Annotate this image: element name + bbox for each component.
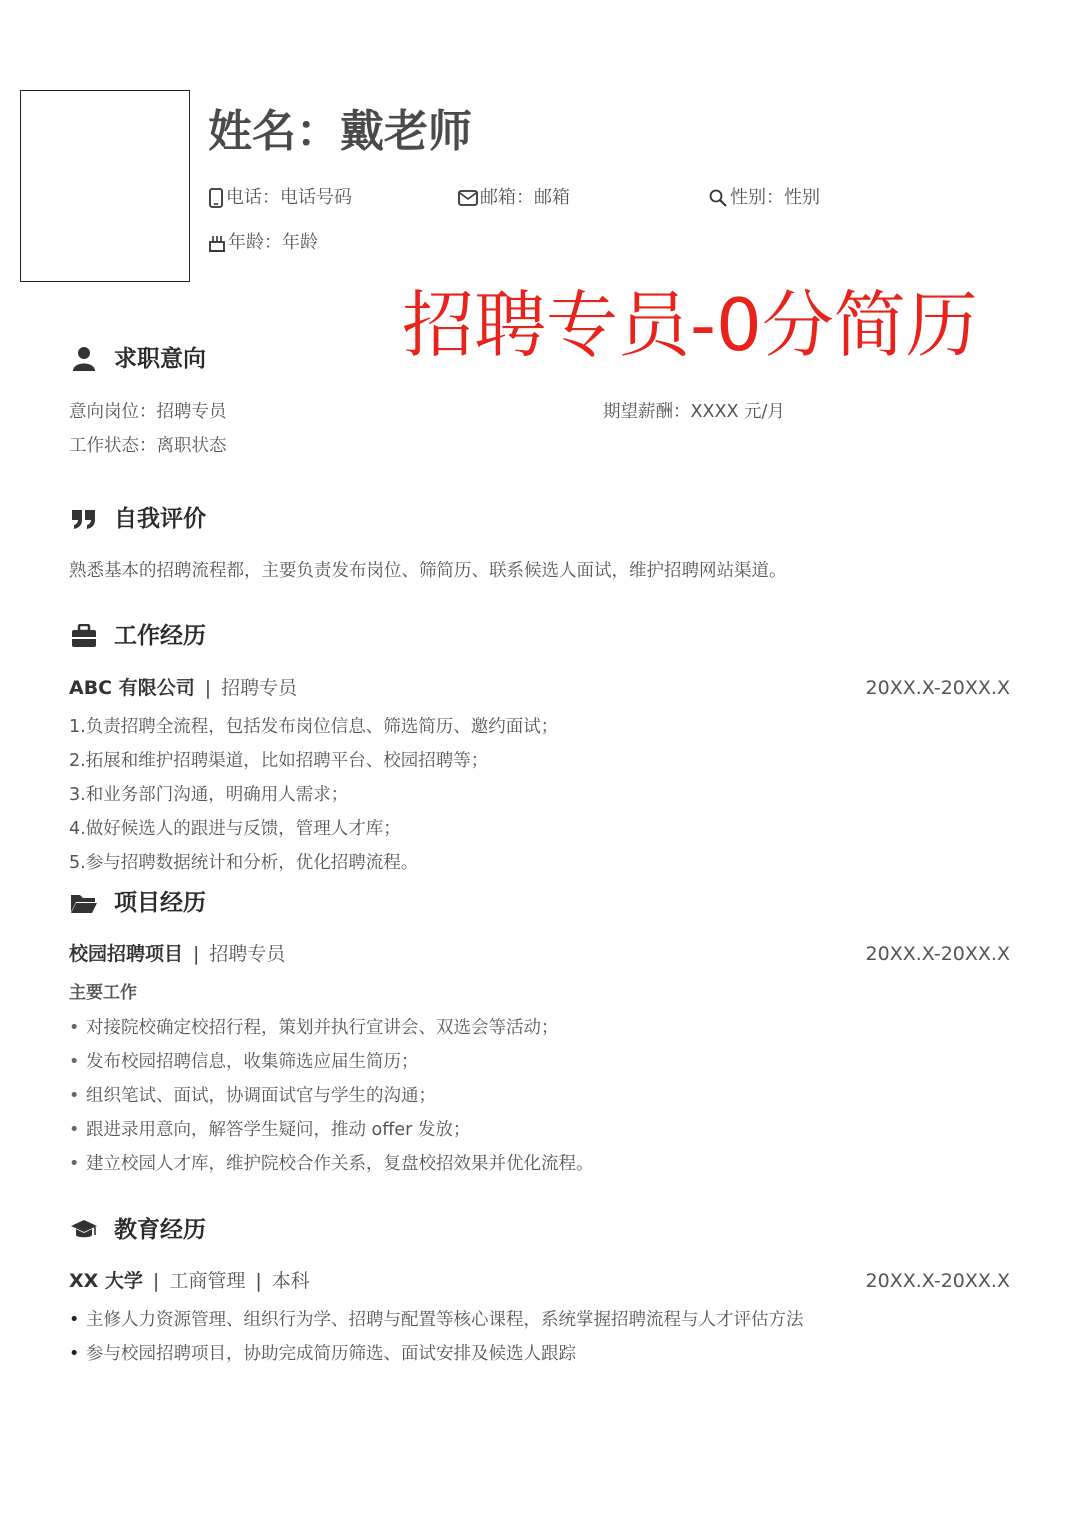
user-icon <box>70 345 98 373</box>
graduation-cap-icon <box>70 1216 98 1244</box>
quote-icon <box>70 505 98 533</box>
objective-position: 意向岗位：招聘专员 <box>69 402 227 422</box>
folder-icon <box>70 889 98 917</box>
phone-text: 电话：电话号码 <box>226 187 352 208</box>
work-entry-header: ABC 有限公司 | 招聘专员 <box>69 677 298 699</box>
cake-icon <box>208 233 226 253</box>
list-item: 3.和业务部门沟通，明确用人需求； <box>69 785 349 805</box>
section-project <box>70 887 206 919</box>
section-title: 自我评价 <box>114 506 206 532</box>
list-item: 2.拓展和维护招聘渠道，比如招聘平台、校园招聘等； <box>69 751 489 771</box>
project-name: 校园招聘项目 <box>69 943 184 965</box>
list-item: • 参与校园招聘项目，协助完成简历筛选、面试安排及候选人跟踪 <box>69 1344 576 1364</box>
objective-salary: 期望薪酬：XXXX 元/月 <box>603 402 785 422</box>
list-item: • 组织笔试、面试，协调面试官与学生的沟通； <box>69 1086 436 1106</box>
project-subtitle: 主要工作 <box>69 983 137 1003</box>
contact-gender <box>708 186 820 210</box>
list-item: • 主修人力资源管理、组织行为学、招聘与配置等核心课程，系统掌握招聘流程与人才评估方法 <box>69 1310 804 1330</box>
section-title: 求职意向 <box>114 346 206 372</box>
list-item: • 发布校园招聘信息，收集筛选应届生简历； <box>69 1052 419 1072</box>
work-role: 招聘专员 <box>221 677 298 699</box>
work-company: ABC 有限公司 <box>69 677 195 699</box>
project-entry-header: 校园招聘项目 | 招聘专员 <box>69 943 286 965</box>
age-text: 年龄：年龄 <box>228 232 318 253</box>
search-person-icon <box>708 188 728 208</box>
list-item: 4.做好候选人的跟进与反馈，管理人才库； <box>69 819 401 839</box>
email-text: 邮箱：邮箱 <box>480 187 570 208</box>
education-major: 工商管理 <box>169 1270 246 1292</box>
gender-text: 性别：性别 <box>730 187 820 208</box>
briefcase-icon <box>70 622 98 650</box>
phone-icon <box>208 188 224 208</box>
section-title: 项目经历 <box>114 890 206 916</box>
contact-age <box>208 231 318 255</box>
education-degree: 本科 <box>271 1270 310 1292</box>
education-entry-header: XX 大学 | 工商管理 | 本科 <box>69 1270 310 1292</box>
project-date: 20XX.X-20XX.X <box>865 943 1010 965</box>
section-title: 工作经历 <box>114 623 206 649</box>
section-self-eval <box>70 503 206 535</box>
list-item: • 跟进录用意向，解答学生疑问，推动 offer 发放； <box>69 1120 471 1140</box>
section-education <box>70 1214 206 1246</box>
project-role: 招聘专员 <box>209 943 286 965</box>
contact-phone <box>208 186 352 210</box>
objective-status: 工作状态：离职状态 <box>69 436 227 456</box>
resume-stamp-title: 招聘专员-0分简历 <box>402 283 978 367</box>
contact-email <box>458 186 570 210</box>
list-item: 5.参与招聘数据统计和分析，优化招聘流程。 <box>69 853 419 873</box>
photo-placeholder <box>20 90 190 282</box>
resume-name: 姓名：戴老师 <box>208 106 472 157</box>
list-item: • 对接院校确定校招行程，策划并执行宣讲会、双选会等活动； <box>69 1018 559 1038</box>
self-eval-text: 熟悉基本的招聘流程都，主要负责发布岗位、筛简历、联系候选人面试，维护招聘网站渠道。 <box>69 561 787 581</box>
section-work <box>70 620 206 652</box>
education-date: 20XX.X-20XX.X <box>865 1270 1010 1292</box>
education-school: XX 大学 <box>69 1270 143 1292</box>
section-title: 教育经历 <box>114 1217 206 1243</box>
mail-icon <box>458 189 478 207</box>
list-item: 1.负责招聘全流程，包括发布岗位信息、筛选简历、邀约面试； <box>69 717 559 737</box>
work-date: 20XX.X-20XX.X <box>865 677 1010 699</box>
section-objective <box>70 343 206 375</box>
list-item: • 建立校园人才库，维护院校合作关系，复盘校招效果并优化流程。 <box>69 1154 594 1174</box>
